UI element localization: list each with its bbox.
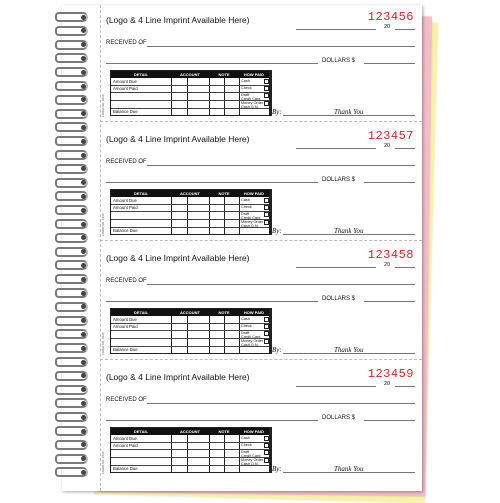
- year-line[interactable]: [395, 29, 415, 30]
- pay-method-label: Cash: [241, 436, 250, 440]
- punch-hole: [81, 360, 86, 365]
- column-header: HOW PAID: [239, 190, 269, 197]
- pay-method-label: Credit Card: [241, 454, 261, 458]
- row-label: Amount Due: [113, 317, 137, 322]
- punch-hole: [81, 125, 86, 130]
- row-label: Balance Due: [113, 228, 138, 233]
- column-header: ACCOUNT: [171, 428, 209, 435]
- dollars-label: DOLLARS $: [322, 415, 356, 421]
- pay-method-label: Credit Card: [241, 335, 261, 339]
- thank-you-text: Thank You: [334, 227, 364, 235]
- punch-hole: [81, 84, 86, 89]
- punch-hole: [81, 222, 86, 227]
- spiral-binding: [55, 12, 95, 482]
- received-of-label: RECEIVED OF: [106, 278, 147, 284]
- pay-method-label: Cash: [241, 198, 250, 202]
- punch-hole: [81, 56, 86, 61]
- checkbox[interactable]: [264, 205, 269, 210]
- pay-method-label: Money Order: [241, 458, 264, 462]
- punch-hole: [81, 277, 86, 282]
- checkbox[interactable]: [264, 331, 269, 336]
- stub-caption: FORM NO. 1830: [101, 451, 105, 474]
- year-line[interactable]: [395, 267, 415, 268]
- checkbox[interactable]: [264, 458, 269, 463]
- receipt: [100, 245, 422, 360]
- row-label: Amount Due: [113, 436, 137, 441]
- by-label: By:: [272, 465, 282, 473]
- pay-method-label: Cash: [241, 317, 250, 321]
- amount-words-field[interactable]: [106, 301, 318, 302]
- checkbox[interactable]: [264, 79, 269, 84]
- date-suffix: 20: [384, 143, 391, 149]
- date-line[interactable]: [296, 386, 376, 387]
- row-label: Balance Due: [113, 109, 138, 114]
- serial-number: 123457: [367, 129, 414, 143]
- column-header: HOW PAID: [239, 309, 269, 316]
- punch-hole: [81, 470, 86, 475]
- punch-hole: [81, 332, 86, 337]
- checkbox[interactable]: [264, 324, 269, 329]
- column-header: DETAIL: [111, 190, 171, 197]
- pay-method-label: Draft: [241, 93, 250, 97]
- serial-number: 123458: [367, 248, 414, 262]
- date-suffix: 20: [384, 381, 391, 387]
- year-line[interactable]: [395, 148, 415, 149]
- punch-hole: [81, 415, 86, 420]
- punch-hole: [81, 263, 86, 268]
- row-label: Balance Due: [113, 466, 138, 471]
- dollars-label: DOLLARS $: [322, 58, 356, 64]
- column-header: HOW PAID: [239, 428, 269, 435]
- imprint-text: (Logo & 4 Line Imprint Available Here): [106, 372, 250, 382]
- checkbox[interactable]: [264, 339, 269, 344]
- checkbox[interactable]: [264, 436, 269, 441]
- stub-caption: FORM NO. 1830: [101, 94, 105, 117]
- checkbox[interactable]: [264, 101, 269, 106]
- column-header: ACCOUNT: [171, 71, 209, 78]
- row-label: Amount Paid: [113, 86, 138, 91]
- stub-caption: FORM NO. 1830: [101, 332, 105, 355]
- pay-method-label: Cash O.N.: [241, 462, 259, 466]
- by-label: By:: [272, 227, 282, 235]
- stub-caption: FORM NO. 1830: [101, 213, 105, 236]
- received-of-field[interactable]: [147, 46, 415, 47]
- pay-method-label: Cash O.N.: [241, 343, 259, 347]
- pay-method-label: Cash: [241, 79, 250, 83]
- dollars-field[interactable]: [364, 63, 415, 64]
- punch-hole: [81, 139, 86, 144]
- receipt: [100, 126, 422, 241]
- received-of-label: RECEIVED OF: [106, 397, 147, 403]
- date-line[interactable]: [296, 29, 376, 30]
- column-header: NOTE: [209, 190, 239, 197]
- column-header: ACCOUNT: [171, 190, 209, 197]
- punch-hole: [81, 208, 86, 213]
- checkbox[interactable]: [264, 212, 269, 217]
- checkbox[interactable]: [264, 198, 269, 203]
- amount-words-field[interactable]: [106, 182, 318, 183]
- punch-hole: [81, 15, 86, 20]
- pay-method-label: Money Order: [241, 101, 264, 105]
- amount-words-field[interactable]: [106, 63, 318, 64]
- dollars-label: DOLLARS $: [322, 296, 356, 302]
- dollars-label: DOLLARS $: [322, 177, 356, 183]
- punch-hole: [81, 346, 86, 351]
- serial-number: 123456: [367, 10, 414, 24]
- received-of-field[interactable]: [147, 284, 415, 285]
- pay-method-label: Credit Card: [241, 97, 261, 101]
- pay-method-label: Check: [241, 324, 252, 328]
- punch-hole: [81, 429, 86, 434]
- row-label: Amount Due: [113, 79, 137, 84]
- detail-grid: [110, 70, 270, 116]
- serial-number: 123459: [367, 367, 414, 381]
- dollars-field[interactable]: [364, 420, 415, 421]
- received-of-label: RECEIVED OF: [106, 159, 147, 165]
- punch-hole: [81, 291, 86, 296]
- date-line[interactable]: [296, 148, 376, 149]
- pay-method-label: Check: [241, 205, 252, 209]
- imprint-text: (Logo & 4 Line Imprint Available Here): [106, 15, 250, 25]
- date-line[interactable]: [296, 267, 376, 268]
- date-suffix: 20: [384, 262, 391, 268]
- pay-method-label: Draft: [241, 212, 250, 216]
- pay-method-label: Draft: [241, 331, 250, 335]
- pay-method-label: Money Order: [241, 220, 264, 224]
- pay-method-label: Cash O.N.: [241, 105, 259, 109]
- imprint-text: (Logo & 4 Line Imprint Available Here): [106, 134, 250, 144]
- row-label: Amount Due: [113, 198, 137, 203]
- amount-words-field[interactable]: [106, 420, 318, 421]
- pay-method-label: Money Order: [241, 339, 264, 343]
- column-header: NOTE: [209, 309, 239, 316]
- row-label: Balance Due: [113, 347, 138, 352]
- punch-hole: [81, 70, 86, 75]
- by-label: By:: [272, 346, 282, 354]
- row-label: Amount Paid: [113, 205, 138, 210]
- column-header: DETAIL: [111, 428, 171, 435]
- pay-method-label: Cash O.N.: [241, 224, 259, 228]
- thank-you-text: Thank You: [334, 346, 364, 354]
- dollars-field[interactable]: [364, 182, 415, 183]
- year-line[interactable]: [395, 386, 415, 387]
- pay-method-label: Check: [241, 443, 252, 447]
- punch-hole: [81, 401, 86, 406]
- detail-grid: [110, 189, 270, 235]
- received-of-field[interactable]: [147, 403, 415, 404]
- received-of-label: RECEIVED OF: [106, 40, 147, 46]
- checkbox[interactable]: [264, 317, 269, 322]
- dollars-field[interactable]: [364, 301, 415, 302]
- detail-grid: [110, 308, 270, 354]
- row-label: Amount Paid: [113, 324, 138, 329]
- checkbox[interactable]: [264, 220, 269, 225]
- pay-method-label: Credit Card: [241, 216, 261, 220]
- imprint-text: (Logo & 4 Line Imprint Available Here): [106, 253, 250, 263]
- receipt: [100, 364, 422, 479]
- by-label: By:: [272, 108, 282, 116]
- date-suffix: 20: [384, 24, 391, 30]
- thank-you-text: Thank You: [334, 108, 364, 116]
- pay-method-label: Draft: [241, 450, 250, 454]
- receipt: [100, 7, 422, 122]
- checkbox[interactable]: [264, 93, 269, 98]
- checkbox[interactable]: [264, 443, 269, 448]
- column-header: HOW PAID: [239, 71, 269, 78]
- column-header: NOTE: [209, 428, 239, 435]
- received-of-field[interactable]: [147, 165, 415, 166]
- punch-hole: [81, 194, 86, 199]
- column-header: ACCOUNT: [171, 309, 209, 316]
- checkbox[interactable]: [264, 86, 269, 91]
- row-label: Amount Paid: [113, 443, 138, 448]
- pay-method-label: Check: [241, 86, 252, 90]
- column-header: NOTE: [209, 71, 239, 78]
- column-header: DETAIL: [111, 71, 171, 78]
- column-header: DETAIL: [111, 309, 171, 316]
- detail-grid: [110, 427, 270, 473]
- white-receipt-sheet: [62, 5, 422, 491]
- checkbox[interactable]: [264, 450, 269, 455]
- punch-hole: [81, 153, 86, 158]
- thank-you-text: Thank You: [334, 465, 364, 473]
